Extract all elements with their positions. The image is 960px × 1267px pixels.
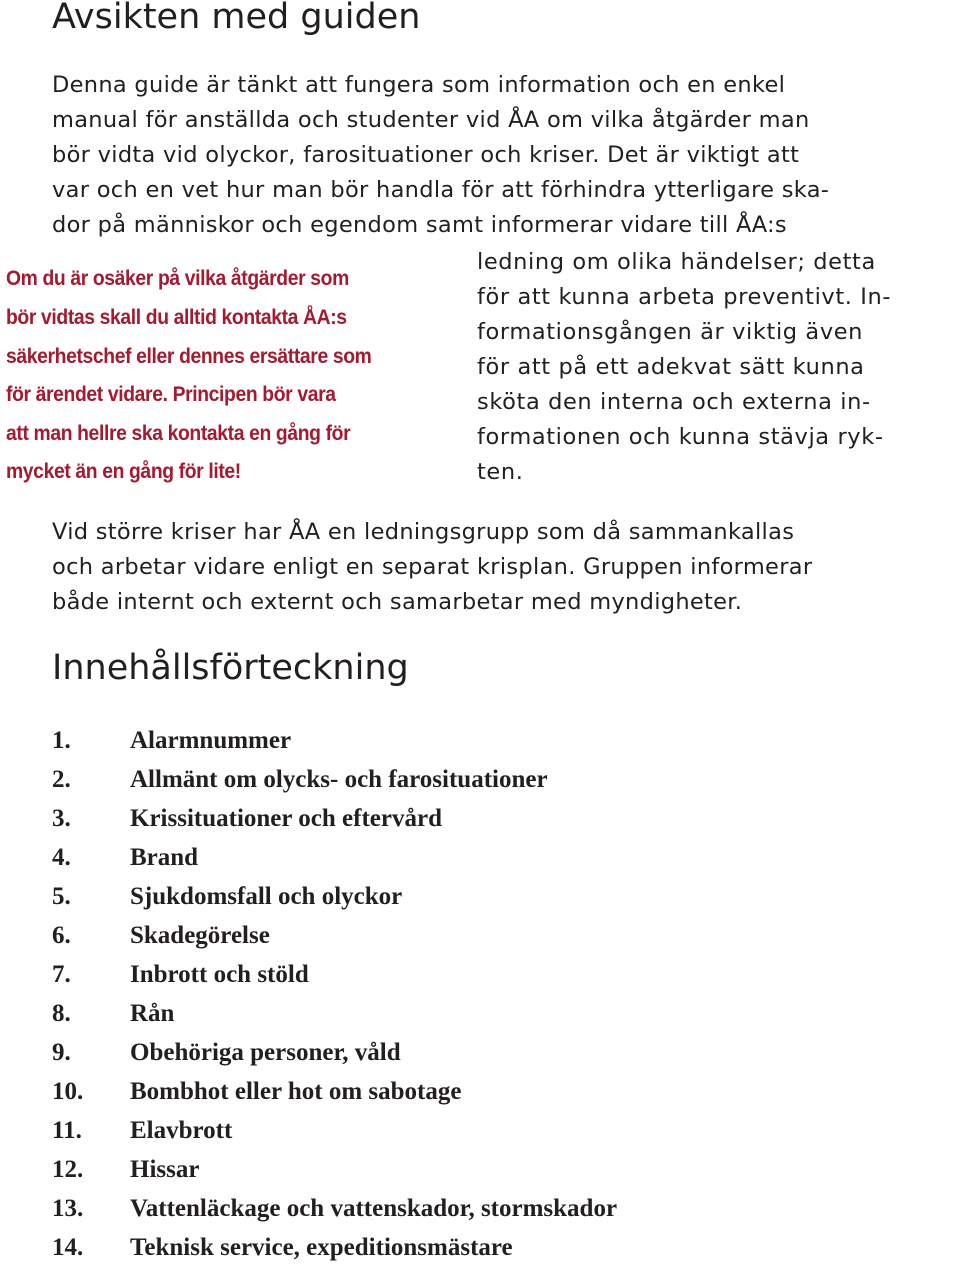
toc-label: Krissituationer och eftervård	[130, 805, 442, 832]
toc-number: 10.	[52, 1078, 84, 1105]
callout-line: säkerhetschef eller dennes ersättare som	[6, 345, 372, 368]
toc-label: Elavbrott	[130, 1117, 233, 1144]
callout-line: mycket än en gång för lite!	[6, 460, 241, 483]
callout-line: att man hellre ska kontakta en gång för	[6, 422, 351, 445]
crisis-line: Vid större kriser har ÅA en ledningsgrupp som då sammankallas	[52, 519, 795, 545]
toc-item[interactable]	[52, 994, 174, 1033]
toc-number: 13.	[52, 1195, 84, 1222]
toc-item[interactable]	[52, 916, 270, 955]
toc-label: Inbrott och stöld	[130, 961, 309, 988]
toc-label: Alarmnummer	[130, 727, 292, 754]
toc-heading: Innehållsförteckning	[52, 648, 409, 688]
toc-item[interactable]	[52, 1150, 199, 1189]
toc-item[interactable]	[52, 838, 198, 877]
crisis-line: både internt och externt och samarbetar med myndigheter.	[52, 589, 743, 615]
toc-item[interactable]	[52, 877, 402, 916]
intro-line: ten.	[477, 459, 524, 485]
intro-line: för att på ett adekvat sätt kunna	[477, 354, 865, 380]
toc-number: 3.	[52, 805, 71, 832]
toc-label: Rån	[130, 1000, 175, 1027]
intro-line: formationsgången är viktig även	[477, 319, 864, 345]
toc-label: Hissar	[130, 1156, 200, 1183]
toc-label: Sjukdomsfall och olyckor	[130, 883, 403, 910]
toc-number: 1.	[52, 727, 71, 754]
toc-label: Teknisk service, expeditionsmästare	[130, 1234, 513, 1261]
toc-item[interactable]	[52, 1033, 401, 1072]
toc-item[interactable]	[52, 1228, 513, 1267]
toc-label: Skadegörelse	[130, 922, 270, 949]
toc-label: Bombhot eller hot om sabotage	[130, 1078, 462, 1105]
intro-line: bör vidta vid olyckor, farosituationer och kriser. Det är viktigt att	[52, 142, 800, 168]
intro-line: sköta den interna och externa in-	[477, 389, 871, 415]
intro-line: Denna guide är tänkt att fungera som information och en enkel	[52, 72, 786, 98]
toc-number: 12.	[52, 1156, 84, 1183]
toc-number: 11.	[52, 1117, 82, 1144]
intro-line: manual för anställda och studenter vid ÅA om vilka åtgärder man	[52, 107, 810, 133]
toc-number: 9.	[52, 1039, 71, 1066]
toc-item[interactable]	[52, 760, 548, 799]
page-title: Avsikten med guiden	[52, 0, 421, 37]
toc-label: Allmänt om olycks- och farosituationer	[130, 766, 548, 793]
intro-line: ledning om olika händelser; detta	[477, 249, 876, 275]
toc-item[interactable]	[52, 955, 309, 994]
toc-number: 2.	[52, 766, 71, 793]
toc-item[interactable]	[52, 1111, 232, 1150]
intro-line: för att kunna arbeta preventivt. In-	[477, 284, 892, 310]
intro-line: var och en vet hur man bör handla för att förhindra ytterligare ska-	[52, 177, 830, 203]
intro-line: formationen och kunna stävja ryk-	[477, 424, 884, 450]
callout-line: för ärendet vidare. Principen bör vara	[6, 383, 336, 406]
toc-label: Vattenläckage och vattenskador, stormskador	[130, 1195, 618, 1222]
toc-label: Obehöriga personer, våld	[130, 1039, 401, 1066]
toc-item[interactable]	[52, 1072, 461, 1111]
toc-number: 6.	[52, 922, 71, 949]
callout-line: Om du är osäker på vilka åtgärder som	[6, 267, 349, 290]
toc-number: 7.	[52, 961, 71, 988]
callout-line: bör vidtas skall du alltid kontakta ÅA:s	[6, 306, 347, 329]
intro-line: dor på människor och egendom samt informerar vidare till ÅA:s	[52, 212, 787, 238]
toc-number: 4.	[52, 844, 71, 871]
toc-number: 5.	[52, 883, 71, 910]
toc-item[interactable]	[52, 1189, 617, 1228]
toc-number: 14.	[52, 1234, 84, 1261]
crisis-line: och arbetar vidare enligt en separat krisplan. Gruppen informerar	[52, 554, 813, 580]
toc-item[interactable]	[52, 799, 442, 838]
toc-item[interactable]	[52, 721, 291, 760]
toc-label: Brand	[130, 844, 199, 871]
toc-number: 8.	[52, 1000, 71, 1027]
